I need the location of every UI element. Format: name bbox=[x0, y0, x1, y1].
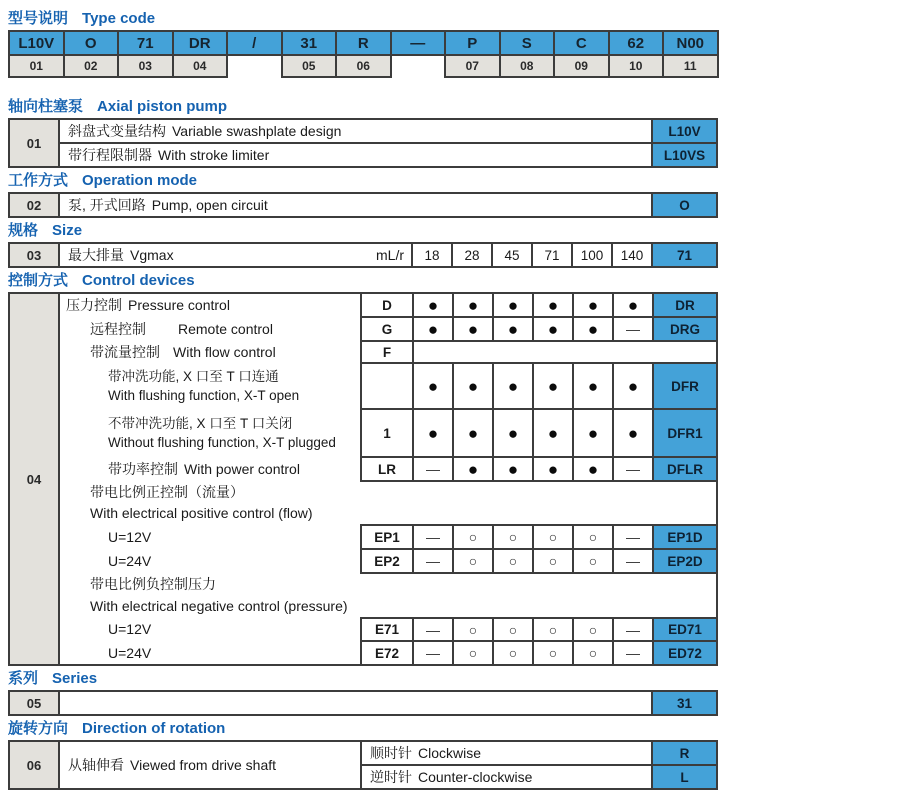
type-code-cell: N00 bbox=[662, 30, 719, 56]
dash-mark: — bbox=[426, 529, 440, 545]
control-matrix-row bbox=[360, 340, 718, 364]
type-code-cell: L10V bbox=[8, 30, 65, 56]
mark-cell bbox=[492, 316, 534, 342]
type-code-cell: 31 bbox=[281, 30, 338, 56]
type-code-cell: P bbox=[444, 30, 501, 56]
row-label-zh: 带行程限制器 bbox=[68, 147, 152, 163]
filled-dot-mark: ● bbox=[547, 295, 559, 315]
control-matrix-row bbox=[360, 316, 718, 342]
filled-dot-mark: ● bbox=[587, 376, 599, 396]
mark-cell bbox=[532, 408, 574, 458]
row-label-zh: 带冲洗功能, X 口至 T 口连通 bbox=[108, 369, 279, 384]
control-matrix-row bbox=[360, 362, 718, 410]
filled-dot-mark: ● bbox=[427, 376, 439, 396]
type-code-value-row bbox=[8, 30, 719, 56]
section-heading-direction-of-rotation bbox=[8, 720, 726, 738]
row-label-en: U=12V bbox=[108, 621, 152, 637]
row-label-en: With flushing function, X-T open bbox=[108, 388, 300, 403]
section-heading-en: Axial piston pump bbox=[97, 98, 228, 115]
mark-cell bbox=[452, 362, 494, 410]
table-row bbox=[60, 692, 716, 714]
result-cell: L10V bbox=[651, 120, 716, 142]
row-description bbox=[60, 692, 651, 714]
filled-dot-mark: ● bbox=[547, 376, 559, 396]
row-description bbox=[60, 120, 651, 142]
filled-dot-mark: ● bbox=[587, 319, 599, 339]
filled-dot-mark: ● bbox=[507, 423, 519, 443]
table-row bbox=[60, 120, 716, 144]
result-cell: L10VS bbox=[651, 144, 716, 166]
mark-cell bbox=[492, 617, 534, 642]
filled-dot-mark: ● bbox=[547, 319, 559, 339]
row-label-en: Pump, open circuit bbox=[151, 197, 268, 213]
row-label-en: Vgmax bbox=[130, 247, 174, 263]
type-code-cell: / bbox=[226, 30, 283, 56]
type-code-position-cell: 04 bbox=[172, 54, 229, 78]
filled-dot-mark: ● bbox=[467, 319, 479, 339]
control-matrix-row bbox=[360, 456, 718, 482]
mark-cell bbox=[412, 362, 454, 410]
row-label-en: With electrical positive control (flow) bbox=[90, 505, 313, 521]
mark-cell bbox=[612, 456, 654, 482]
row-label-zh: 不带冲洗功能, X 口至 T 口关闭 bbox=[108, 416, 293, 431]
mark-cell bbox=[412, 408, 454, 458]
result-cell: EP2D bbox=[652, 548, 718, 574]
section-heading-en: Direction of rotation bbox=[82, 720, 226, 737]
row-label-zh: 带电比例负控制压力 bbox=[90, 576, 216, 592]
section-heading-en: Series bbox=[52, 670, 98, 687]
dash-mark: — bbox=[626, 621, 640, 638]
mark-cell bbox=[452, 617, 494, 642]
type-code-cell: 62 bbox=[608, 30, 665, 56]
mark-cell bbox=[492, 640, 534, 666]
mark-cell bbox=[452, 456, 494, 482]
filled-dot-mark: ● bbox=[587, 423, 599, 443]
row-label-en: With power control bbox=[184, 460, 300, 477]
size-cell: 140 bbox=[611, 244, 651, 266]
unit-label: mL/r bbox=[376, 247, 404, 263]
mark-cell bbox=[572, 524, 614, 550]
size-table bbox=[8, 242, 718, 268]
open-circle-mark: ○ bbox=[588, 529, 598, 545]
dash-mark: — bbox=[626, 461, 640, 477]
open-circle-mark: ○ bbox=[468, 529, 478, 545]
type-code-position-cell: 10 bbox=[608, 54, 665, 78]
mark-cell bbox=[612, 524, 654, 550]
mark-cell bbox=[452, 292, 494, 318]
dash-mark: — bbox=[426, 621, 440, 638]
filled-dot-mark: ● bbox=[467, 295, 479, 315]
section-number-cell: 01 bbox=[10, 120, 60, 166]
table-row bbox=[360, 742, 716, 766]
section-heading-operation-mode bbox=[8, 172, 726, 190]
table-rows bbox=[360, 742, 716, 788]
filled-dot-mark: ● bbox=[427, 295, 439, 315]
mark-cell bbox=[532, 292, 574, 318]
control-row-description bbox=[60, 503, 700, 524]
size-cell: 28 bbox=[451, 244, 491, 266]
open-circle-mark: ○ bbox=[468, 553, 478, 569]
code-cell: G bbox=[360, 316, 414, 342]
mark-cell bbox=[572, 548, 614, 574]
row-label-en: With stroke limiter bbox=[158, 147, 270, 163]
mark-cell bbox=[452, 548, 494, 574]
mark-cell bbox=[612, 640, 654, 666]
dash-mark: — bbox=[626, 553, 640, 569]
control-matrix-row bbox=[360, 640, 718, 666]
type-code-cell: R bbox=[335, 30, 392, 56]
result-cell: R bbox=[651, 742, 716, 764]
mark-cell bbox=[412, 640, 454, 666]
mark-cell bbox=[572, 640, 614, 666]
row-label-en: U=24V bbox=[108, 552, 152, 569]
mark-cell bbox=[492, 524, 534, 550]
result-cell: DFLR bbox=[652, 456, 718, 482]
row-label-en: U=12V bbox=[108, 528, 152, 545]
mark-cell bbox=[492, 456, 534, 482]
open-circle-mark: ○ bbox=[588, 645, 598, 661]
mark-cell bbox=[612, 408, 654, 458]
type-code-position-gap bbox=[226, 54, 283, 78]
row-label-zh: 压力控制 bbox=[66, 296, 122, 313]
filled-dot-mark: ● bbox=[547, 423, 559, 443]
mark-cell bbox=[532, 617, 574, 642]
result-cell: O bbox=[651, 194, 716, 216]
control-matrix-row bbox=[360, 524, 718, 550]
mark-cell bbox=[452, 316, 494, 342]
row-label-zh: 从轴伸看 bbox=[68, 757, 124, 773]
section-heading-en: Operation mode bbox=[82, 172, 198, 189]
section-heading-series bbox=[8, 670, 726, 688]
direction-of-rotation-table bbox=[8, 740, 718, 790]
section-heading-zh: 控制方式 bbox=[8, 272, 69, 289]
section-heading-en: Control devices bbox=[82, 272, 195, 289]
type-code-cell: S bbox=[499, 30, 556, 56]
filled-dot-mark: ● bbox=[627, 423, 639, 443]
section-heading-en: Size bbox=[52, 222, 83, 239]
section-number-cell: 06 bbox=[10, 742, 60, 788]
filled-dot-mark: ● bbox=[507, 376, 519, 396]
mark-cell bbox=[412, 456, 454, 482]
filled-dot-mark: ● bbox=[427, 423, 439, 443]
open-circle-mark: ○ bbox=[548, 529, 558, 545]
result-cell: L bbox=[651, 766, 716, 788]
section-number-cell: 05 bbox=[10, 692, 60, 714]
dash-mark: — bbox=[626, 321, 640, 337]
row-label-zh: 远程控制 bbox=[90, 320, 146, 337]
control-matrix-row bbox=[360, 548, 718, 574]
row-label-zh: 逆时针 bbox=[370, 769, 412, 785]
row-label-en: Viewed from drive shaft bbox=[130, 757, 277, 773]
result-cell: ED72 bbox=[652, 640, 718, 666]
row-label-en: Clockwise bbox=[418, 745, 482, 761]
mark-cell bbox=[572, 617, 614, 642]
filled-dot-mark: ● bbox=[587, 295, 599, 315]
filled-dot-mark: ● bbox=[427, 319, 439, 339]
type-code-cell: 71 bbox=[117, 30, 174, 56]
section-heading-zh: 轴向柱塞泵 bbox=[8, 98, 84, 115]
type-code-position-cell: 03 bbox=[117, 54, 174, 78]
mark-cell bbox=[572, 316, 614, 342]
dash-mark: — bbox=[626, 529, 640, 545]
filled-dot-mark: ● bbox=[547, 459, 559, 479]
size-row-description bbox=[60, 244, 411, 266]
filled-dot-mark: ● bbox=[587, 459, 599, 479]
section-number-cell: 02 bbox=[10, 194, 60, 216]
dash-mark: — bbox=[626, 645, 640, 661]
row-label-zh: 带流量控制 bbox=[90, 343, 160, 360]
dash-mark: — bbox=[426, 645, 440, 661]
mark-cell bbox=[492, 408, 534, 458]
row-description bbox=[60, 144, 651, 166]
mark-cell bbox=[492, 362, 534, 410]
table-row bbox=[60, 144, 716, 166]
result-cell: ED71 bbox=[652, 617, 718, 642]
table-rows bbox=[60, 120, 716, 166]
control-matrix-row bbox=[360, 617, 718, 642]
type-code-table bbox=[8, 30, 719, 78]
filled-dot-mark: ● bbox=[467, 423, 479, 443]
result-cell: EP1D bbox=[652, 524, 718, 550]
control-devices-body bbox=[60, 294, 716, 664]
open-circle-mark: ○ bbox=[548, 645, 558, 661]
code-cell: E71 bbox=[360, 617, 414, 642]
mark-cell bbox=[572, 456, 614, 482]
row-label-en: Variable swashplate design bbox=[172, 123, 342, 139]
code-cell: F bbox=[360, 340, 414, 364]
type-code-position-cell: 11 bbox=[662, 54, 719, 78]
mark-cell bbox=[412, 524, 454, 550]
mark-cell bbox=[532, 548, 574, 574]
row-label-en: Pressure control bbox=[128, 296, 230, 313]
section-number-cell: 04 bbox=[10, 294, 60, 664]
mark-cell bbox=[532, 362, 574, 410]
type-code-cell: — bbox=[390, 30, 447, 56]
row-label-zh: 带功率控制 bbox=[108, 460, 178, 477]
row-label-zh: 最大排量 bbox=[68, 247, 124, 263]
operation-mode-table bbox=[8, 192, 718, 218]
type-code-cell: C bbox=[553, 30, 610, 56]
mark-cell bbox=[612, 316, 654, 342]
row-label-zh: 泵, 开式回路 bbox=[68, 197, 146, 213]
open-circle-mark: ○ bbox=[508, 553, 518, 569]
type-code-position-cell: 08 bbox=[499, 54, 556, 78]
control-matrix-row bbox=[360, 408, 718, 458]
section-heading-control-devices bbox=[8, 272, 726, 290]
type-code-position-cell: 02 bbox=[63, 54, 120, 78]
result-cell: DRG bbox=[652, 316, 718, 342]
filled-dot-mark: ● bbox=[467, 376, 479, 396]
table-rows bbox=[60, 194, 716, 216]
filled-dot-mark: ● bbox=[627, 295, 639, 315]
control-row-description bbox=[60, 595, 700, 617]
result-cell: DR bbox=[652, 292, 718, 318]
page-title bbox=[8, 10, 726, 28]
control-devices-table bbox=[8, 292, 718, 666]
table-row bbox=[360, 766, 716, 788]
section-heading-zh: 系列 bbox=[8, 670, 39, 687]
mark-cell bbox=[412, 292, 454, 318]
type-code-position-cell: 09 bbox=[553, 54, 610, 78]
dash-mark: — bbox=[426, 461, 440, 477]
mark-cell bbox=[412, 617, 454, 642]
mark-cell bbox=[532, 640, 574, 666]
dash-mark: — bbox=[426, 553, 440, 569]
open-circle-mark: ○ bbox=[468, 621, 478, 638]
code-cell: 1 bbox=[360, 408, 414, 458]
mark-cell bbox=[452, 524, 494, 550]
control-matrix-row bbox=[360, 292, 718, 318]
type-code-position-cell: 05 bbox=[281, 54, 338, 78]
open-circle-mark: ○ bbox=[548, 553, 558, 569]
open-circle-mark: ○ bbox=[508, 529, 518, 545]
open-circle-mark: ○ bbox=[588, 621, 598, 638]
page-title-en: Type code bbox=[82, 10, 156, 27]
mark-cell bbox=[412, 316, 454, 342]
page-title-zh: 型号说明 bbox=[8, 10, 69, 27]
size-cell: 100 bbox=[571, 244, 611, 266]
row-label-en: U=24V bbox=[108, 644, 152, 661]
type-code-cell: O bbox=[63, 30, 120, 56]
merged-blank-cell bbox=[412, 340, 718, 364]
row-label-en: Remote control bbox=[178, 320, 273, 337]
type-code-position-cell: 06 bbox=[335, 54, 392, 78]
control-row-description bbox=[60, 482, 700, 503]
table-row bbox=[60, 194, 716, 216]
filled-dot-mark: ● bbox=[507, 459, 519, 479]
open-circle-mark: ○ bbox=[508, 645, 518, 661]
result-cell: DFR1 bbox=[652, 408, 718, 458]
rotation-row-description bbox=[60, 742, 360, 788]
mark-cell bbox=[572, 292, 614, 318]
open-circle-mark: ○ bbox=[588, 553, 598, 569]
row-label-zh: 顺时针 bbox=[370, 745, 412, 761]
series-table bbox=[8, 690, 718, 716]
code-cell: EP2 bbox=[360, 548, 414, 574]
row-description bbox=[360, 766, 651, 788]
type-code-position-cell: 01 bbox=[8, 54, 65, 78]
mark-cell bbox=[492, 548, 534, 574]
section-heading-size bbox=[8, 222, 726, 240]
code-cell: D bbox=[360, 292, 414, 318]
mark-cell bbox=[572, 408, 614, 458]
row-label-en: With electrical negative control (pressure) bbox=[90, 597, 348, 614]
code-cell: EP1 bbox=[360, 524, 414, 550]
mark-cell bbox=[532, 524, 574, 550]
type-code-position-cell: 07 bbox=[444, 54, 501, 78]
mark-cell bbox=[612, 362, 654, 410]
mark-cell bbox=[452, 640, 494, 666]
code-cell: LR bbox=[360, 456, 414, 482]
code-cell bbox=[360, 362, 414, 410]
row-description bbox=[360, 742, 651, 764]
section-heading-axial-piston-pump bbox=[8, 98, 726, 116]
axial-piston-pump-table bbox=[8, 118, 718, 168]
mark-cell bbox=[572, 362, 614, 410]
open-circle-mark: ○ bbox=[468, 645, 478, 661]
open-circle-mark: ○ bbox=[548, 621, 558, 638]
row-label-zh: 斜盘式变量结构 bbox=[68, 123, 166, 139]
filled-dot-mark: ● bbox=[507, 295, 519, 315]
section-heading-zh: 规格 bbox=[8, 222, 39, 239]
mark-cell bbox=[412, 548, 454, 574]
size-cell: 71 bbox=[531, 244, 571, 266]
row-label-en: Without flushing function, X-T plugged bbox=[108, 435, 336, 450]
section-heading-zh: 工作方式 bbox=[8, 172, 69, 189]
filled-dot-mark: ● bbox=[627, 376, 639, 396]
type-code-cell: DR bbox=[172, 30, 229, 56]
filled-dot-mark: ● bbox=[467, 459, 479, 479]
type-code-position-gap bbox=[390, 54, 447, 78]
mark-cell bbox=[492, 292, 534, 318]
section-number-cell: 03 bbox=[10, 244, 60, 266]
section-heading-zh: 旋转方向 bbox=[8, 720, 69, 737]
row-description bbox=[60, 194, 651, 216]
row-label-zh: 带电比例正控制（流量） bbox=[90, 484, 244, 500]
result-cell: 71 bbox=[651, 244, 716, 266]
row-label-en: With flow control bbox=[173, 343, 276, 360]
size-cell: 45 bbox=[491, 244, 531, 266]
mark-cell bbox=[612, 292, 654, 318]
filled-dot-mark: ● bbox=[507, 319, 519, 339]
size-cell: 18 bbox=[411, 244, 451, 266]
type-code-position-row bbox=[8, 56, 719, 78]
mark-cell bbox=[532, 456, 574, 482]
control-row-description bbox=[60, 574, 700, 595]
result-cell: 31 bbox=[651, 692, 716, 714]
mark-cell bbox=[532, 316, 574, 342]
mark-cell bbox=[612, 617, 654, 642]
open-circle-mark: ○ bbox=[508, 621, 518, 638]
row-label-en: Counter-clockwise bbox=[418, 769, 533, 785]
result-cell: DFR bbox=[652, 362, 718, 410]
mark-cell bbox=[452, 408, 494, 458]
mark-cell bbox=[612, 548, 654, 574]
table-rows bbox=[60, 692, 716, 714]
code-cell: E72 bbox=[360, 640, 414, 666]
